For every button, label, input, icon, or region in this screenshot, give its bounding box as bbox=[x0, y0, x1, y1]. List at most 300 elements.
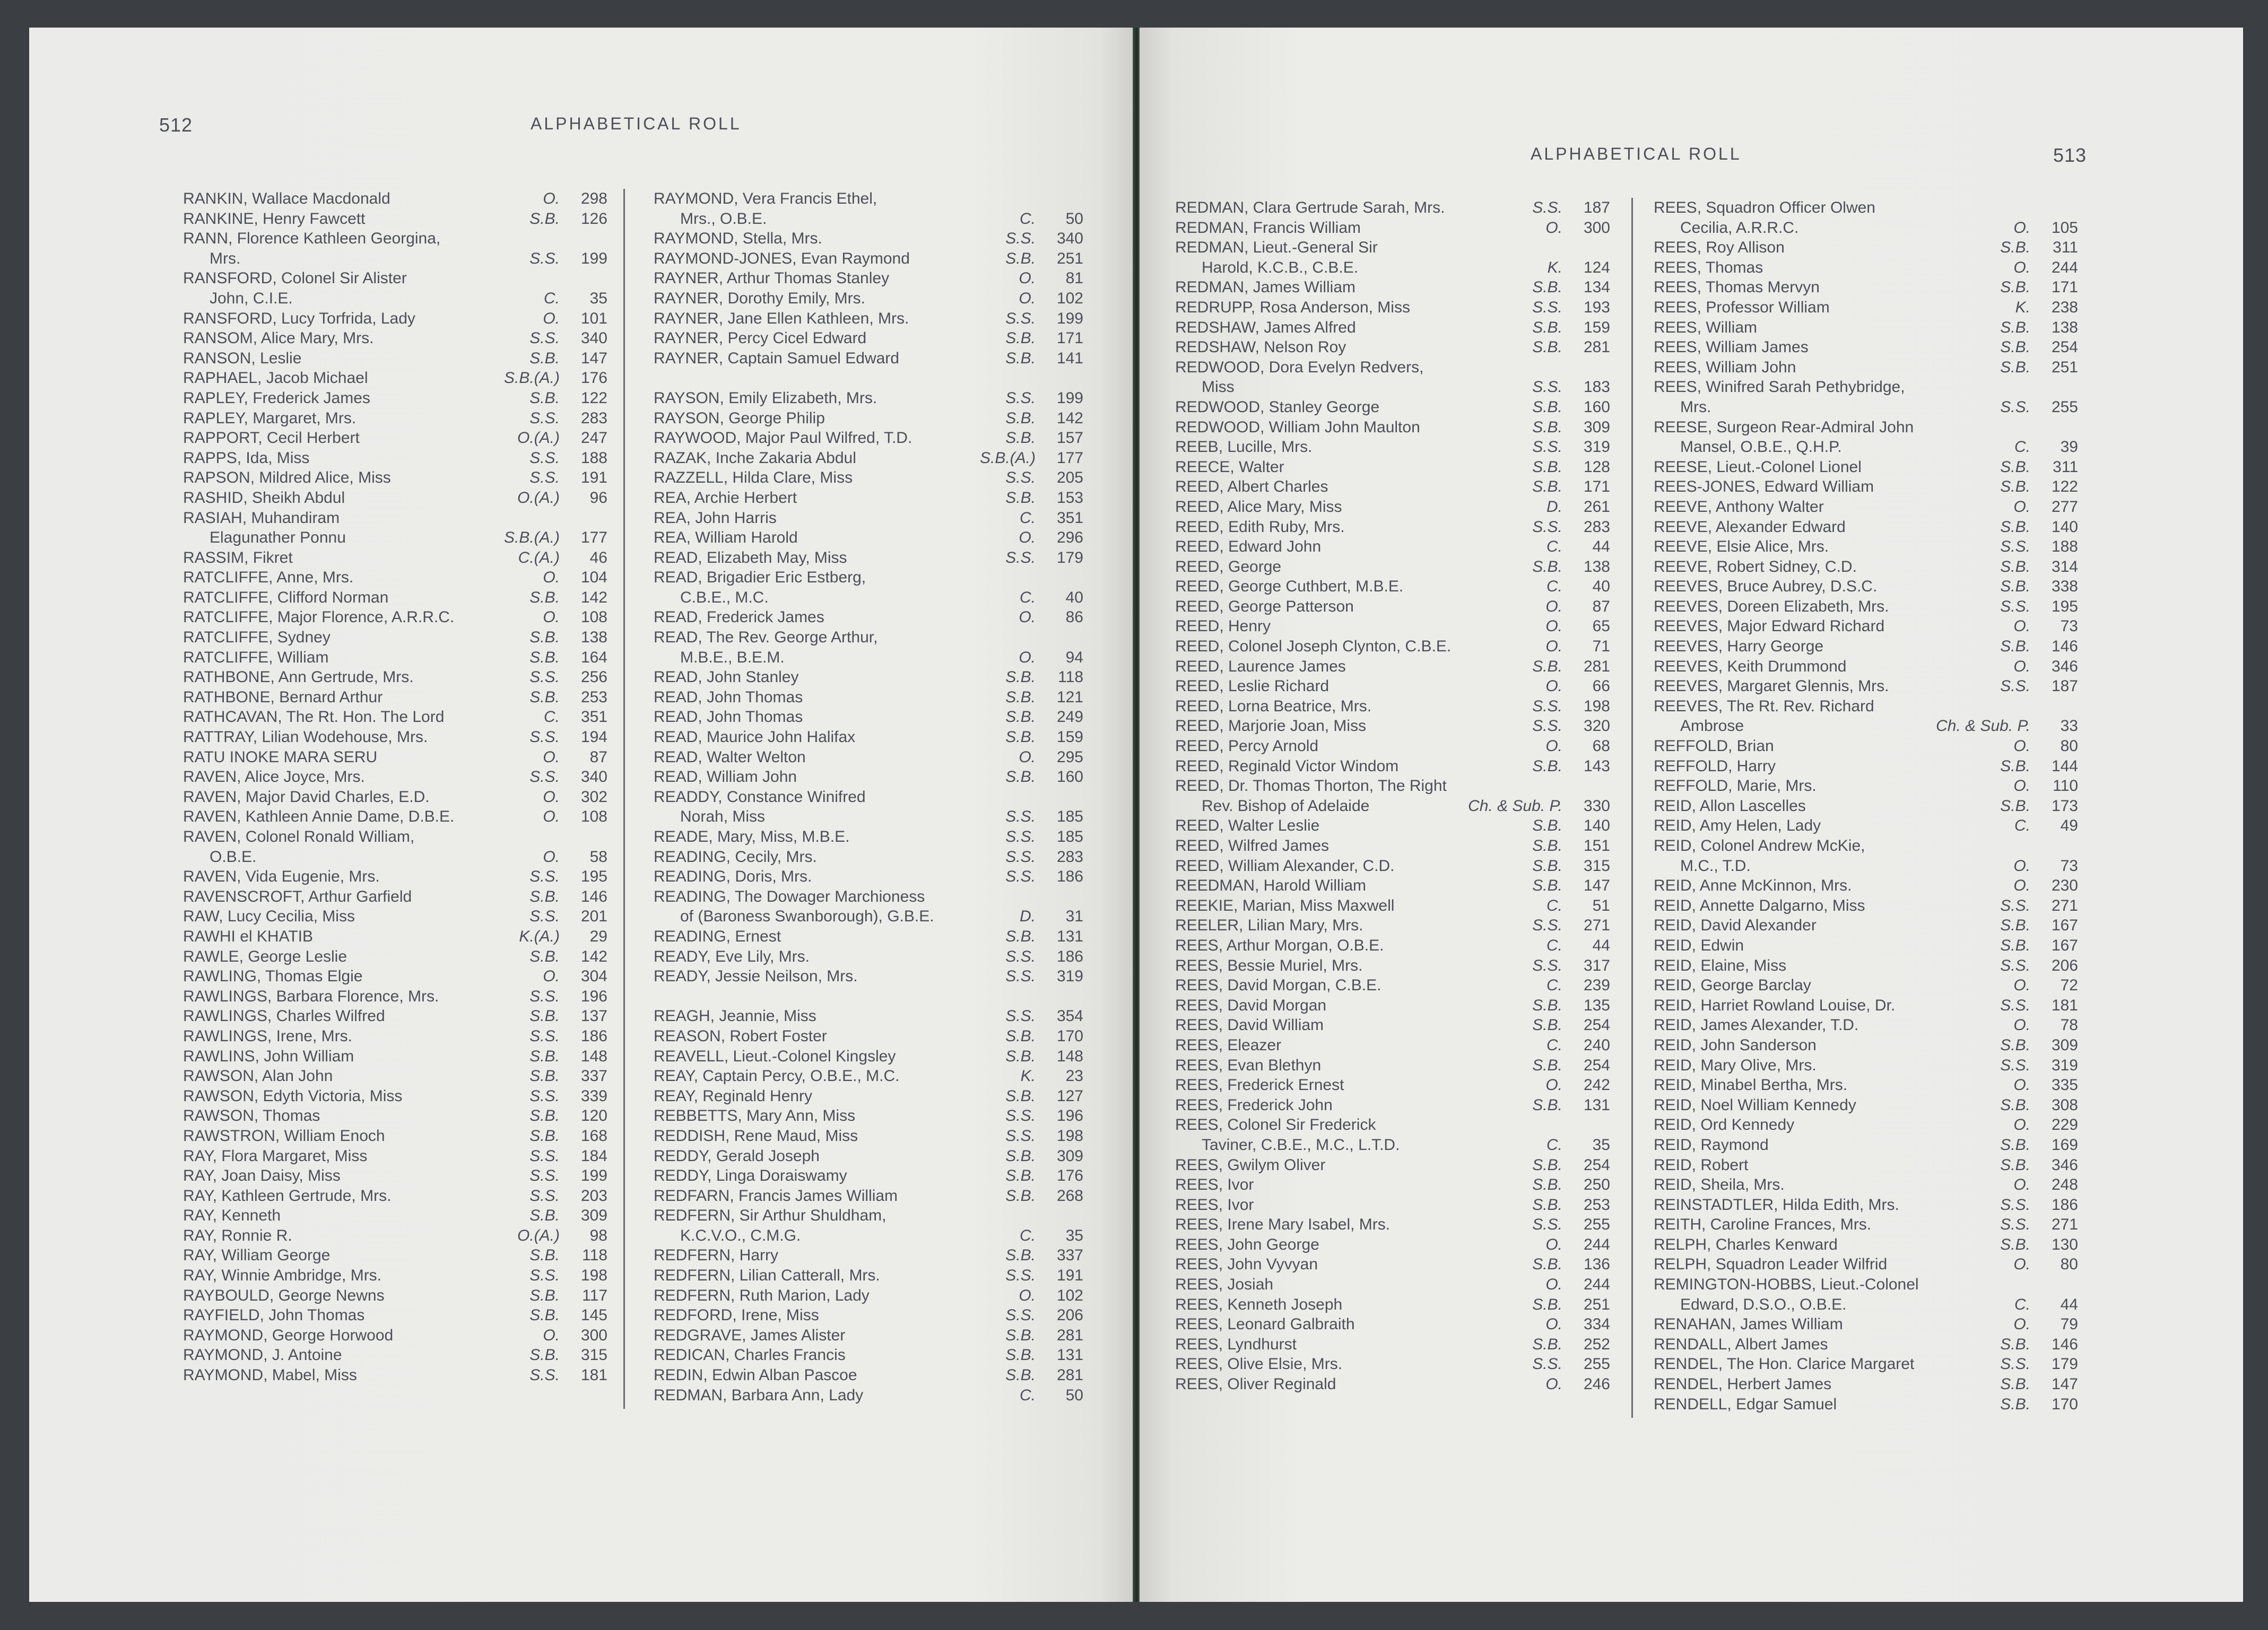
entry-page-ref: 283 bbox=[1583, 518, 1610, 536]
entry-rank: S.B. bbox=[2000, 578, 2030, 596]
roll-entry bbox=[183, 1166, 607, 1186]
entry-page-ref: 302 bbox=[580, 788, 607, 806]
roll-entry bbox=[1654, 1254, 2078, 1275]
entry-name: REDDY, Gerald Joseph bbox=[654, 1147, 820, 1165]
entry-rank: S.B. bbox=[529, 887, 560, 905]
entry-rank: O. bbox=[2013, 1315, 2030, 1333]
entry-page-ref: 242 bbox=[1583, 1076, 1610, 1094]
entry-name: REDFARN, Francis James William bbox=[654, 1187, 898, 1205]
entry-page-ref: 254 bbox=[2051, 338, 2078, 356]
roll-entry bbox=[654, 1086, 1083, 1106]
entry-name: RATHBONE, Bernard Arthur bbox=[183, 688, 383, 706]
entry-rank: S.B. bbox=[529, 1107, 560, 1125]
entry-rank: S.B. bbox=[1532, 1056, 1562, 1074]
entry-rank: K. bbox=[2015, 298, 2030, 316]
roll-entry bbox=[1654, 1135, 2078, 1155]
entry-rank: S.B. bbox=[1005, 1147, 1036, 1165]
entry-name: REED, Reginald Victor Windom bbox=[1175, 757, 1399, 775]
entry-name: REDMAN, Lieut.-General Sir bbox=[1175, 239, 1378, 257]
entry-page-ref: 136 bbox=[1583, 1256, 1610, 1274]
roll-entry bbox=[183, 747, 607, 768]
entry-name-continuation: Mrs. bbox=[1680, 398, 1711, 416]
entry-name-continuation: M.B.E., B.E.M. bbox=[680, 648, 785, 666]
entry-rank: S.B. bbox=[2000, 1235, 2030, 1253]
entry-rank: S.S. bbox=[529, 987, 560, 1005]
entry-rank: S.B. bbox=[2000, 1335, 2030, 1353]
entry-page-ref: 94 bbox=[1065, 648, 1083, 666]
entry-name: REID, Sheila, Mrs. bbox=[1654, 1176, 1785, 1194]
entry-page-ref: 346 bbox=[2051, 1156, 2078, 1174]
entry-rank: O. bbox=[1545, 638, 1562, 656]
roll-entry bbox=[183, 1086, 607, 1106]
entry-rank: C. bbox=[1546, 1136, 1562, 1154]
entry-page-ref: 181 bbox=[580, 1366, 607, 1384]
entry-name: READ, Elizabeth May, Miss bbox=[654, 548, 847, 566]
entry-page-ref: 159 bbox=[1056, 728, 1083, 746]
entry-name: RAYWOOD, Major Paul Wilfred, T.D. bbox=[654, 429, 913, 447]
entry-rank: C. bbox=[1020, 509, 1036, 527]
roll-entry bbox=[1175, 298, 1610, 318]
entry-rank: C. bbox=[1020, 588, 1036, 606]
entry-rank: S.B. bbox=[529, 1306, 560, 1324]
entry-page-ref: 195 bbox=[2051, 597, 2078, 615]
entry-page-ref: 186 bbox=[2051, 1196, 2078, 1214]
entry-name: REES, Professor William bbox=[1654, 298, 1830, 316]
entry-name: RENDEL, Herbert James bbox=[1654, 1375, 1832, 1393]
entry-name: RAVEN, Kathleen Annie Dame, D.B.E. bbox=[183, 808, 455, 826]
roll-entry bbox=[1654, 477, 2078, 497]
entry-name: REES, Evan Blethyn bbox=[1175, 1056, 1322, 1074]
entry-page-ref: 68 bbox=[1592, 737, 1610, 755]
entry-page-ref: 124 bbox=[1583, 258, 1610, 276]
entry-rank: S.B. bbox=[1532, 657, 1562, 675]
entry-rank: S.S. bbox=[1005, 309, 1036, 327]
entry-name: RAWSON, Alan John bbox=[183, 1067, 333, 1085]
entry-rank: O. bbox=[1545, 1076, 1562, 1094]
entry-page-ref: 50 bbox=[1065, 1386, 1083, 1404]
entry-name: RAWSON, Edyth Victoria, Miss bbox=[183, 1087, 403, 1105]
entry-name: REES, Thomas bbox=[1654, 258, 1763, 276]
entry-rank: S.S. bbox=[2000, 677, 2030, 695]
entry-name: RATCLIFFE, Sydney bbox=[183, 629, 331, 647]
entry-name: REAVELL, Lieut.-Colonel Kingsley bbox=[654, 1047, 896, 1065]
entry-page-ref: 247 bbox=[580, 429, 607, 447]
entry-rank: O. bbox=[543, 569, 560, 587]
entry-page-ref: 277 bbox=[2051, 498, 2078, 516]
roll-entry bbox=[1175, 1155, 1610, 1175]
entry-page-ref: 118 bbox=[1058, 668, 1083, 686]
entry-page-ref: 187 bbox=[1583, 199, 1610, 216]
entry-name: REES, Squadron Officer Olwen bbox=[1654, 199, 1875, 216]
roll-entry bbox=[654, 568, 1083, 607]
roll-entry bbox=[1175, 537, 1610, 557]
entry-page-ref: 187 bbox=[2051, 677, 2078, 695]
entry-page-ref: 351 bbox=[580, 708, 607, 726]
roll-entry bbox=[1654, 956, 2078, 976]
roll-entry bbox=[183, 887, 607, 907]
entry-name: RAWLINGS, Barbara Florence, Mrs. bbox=[183, 987, 439, 1005]
entry-rank: S.B. bbox=[529, 1346, 560, 1364]
roll-entry bbox=[1654, 1235, 2078, 1255]
roll-entry bbox=[654, 289, 1083, 309]
roll-entry bbox=[1175, 936, 1610, 956]
entry-name: RATCLIFFE, Major Florence, A.R.R.C. bbox=[183, 608, 455, 626]
roll-entry bbox=[183, 388, 607, 408]
entry-name: RAWLINGS, Charles Wilfred bbox=[183, 1007, 385, 1025]
left-page-column-1 bbox=[183, 189, 607, 1385]
entry-name: READ, Brigadier Eric Estberg, bbox=[654, 569, 866, 587]
entry-name: REEB, Lucille, Mrs. bbox=[1175, 438, 1313, 456]
entry-page-ref: 141 bbox=[1056, 349, 1083, 367]
entry-name: REES, Thomas Mervyn bbox=[1654, 278, 1820, 297]
entry-page-ref: 244 bbox=[2051, 258, 2078, 276]
roll-entry bbox=[654, 1106, 1083, 1126]
entry-rank: O. bbox=[2013, 258, 2030, 276]
entry-page-ref: 304 bbox=[580, 967, 607, 986]
entry-rank: S.B. bbox=[1005, 708, 1036, 726]
entry-rank: S.B. bbox=[2000, 318, 2030, 336]
entry-name: RAYMOND, Vera Francis Ethel, bbox=[654, 190, 877, 207]
entry-page-ref: 300 bbox=[580, 1326, 607, 1344]
roll-entry bbox=[1654, 258, 2078, 278]
entry-rank: S.B. bbox=[2000, 936, 2030, 954]
entry-rank: S.B. bbox=[1005, 1047, 1036, 1065]
entry-page-ref: 80 bbox=[2060, 1256, 2078, 1274]
entry-name: RAY, Flora Margaret, Miss bbox=[183, 1147, 368, 1165]
roll-entry bbox=[1654, 1335, 2078, 1355]
entry-name: REAGH, Jeannie, Miss bbox=[654, 1007, 816, 1025]
roll-entry bbox=[1654, 1314, 2078, 1335]
entry-page-ref: 254 bbox=[1583, 1156, 1610, 1174]
roll-entry bbox=[1654, 417, 2078, 457]
entry-rank: S.S. bbox=[2000, 956, 2030, 974]
entry-rank: S.B. bbox=[1532, 1295, 1562, 1313]
roll-entry bbox=[654, 468, 1083, 488]
entry-page-ref: 39 bbox=[2060, 438, 2078, 456]
entry-rank: S.S. bbox=[529, 409, 560, 427]
entry-rank: S.B. bbox=[1005, 1187, 1036, 1205]
entry-rank: S.B. bbox=[1532, 817, 1562, 835]
entry-page-ref: 148 bbox=[580, 1047, 607, 1065]
entry-rank: S.S. bbox=[2000, 1355, 2030, 1373]
entry-rank: O. bbox=[2013, 219, 2030, 237]
entry-name: RAPSON, Mildred Alice, Miss bbox=[183, 469, 391, 487]
entry-rank: O. bbox=[543, 967, 560, 986]
entry-rank: S.S. bbox=[529, 469, 560, 487]
entry-page-ref: 131 bbox=[1056, 1346, 1083, 1364]
entry-rank: S.B. bbox=[529, 648, 560, 666]
entry-rank: S.S. bbox=[2000, 1056, 2030, 1074]
entry-page-ref: 134 bbox=[1583, 278, 1610, 297]
entry-page-ref: 244 bbox=[1583, 1276, 1610, 1294]
entry-page-ref: 173 bbox=[2051, 797, 2078, 815]
entry-name: REDWOOD, Stanley George bbox=[1175, 398, 1380, 416]
entry-rank: S.S. bbox=[529, 768, 560, 786]
roll-entry bbox=[183, 1226, 607, 1246]
entry-name: RAYNER, Percy Cicel Edward bbox=[654, 329, 867, 347]
entry-name: READ, Walter Welton bbox=[654, 748, 806, 766]
roll-entry bbox=[1175, 358, 1610, 397]
entry-name: REDRUPP, Rosa Anderson, Miss bbox=[1175, 298, 1410, 316]
entry-name-continuation: Ambrose bbox=[1680, 717, 1744, 735]
entry-page-ref: 311 bbox=[2053, 239, 2078, 257]
roll-entry bbox=[1175, 517, 1610, 537]
entry-name: REEVES, Margaret Glennis, Mrs. bbox=[1654, 677, 1889, 695]
roll-entry bbox=[183, 966, 607, 987]
entry-name: REID, Noel William Kennedy bbox=[1654, 1096, 1856, 1114]
entry-rank: S.B. bbox=[1532, 418, 1562, 436]
roll-entry bbox=[1654, 876, 2078, 896]
entry-page-ref: 171 bbox=[1583, 478, 1610, 496]
entry-rank: S.S. bbox=[2000, 538, 2030, 556]
roll-entry bbox=[183, 488, 607, 508]
entry-rank: S.B. bbox=[1005, 927, 1036, 945]
roll-entry bbox=[1175, 318, 1610, 338]
entry-name: RATHCAVAN, The Rt. Hon. The Lord bbox=[183, 708, 445, 726]
entry-rank: S.S. bbox=[1005, 1267, 1036, 1285]
entry-page-ref: 281 bbox=[1056, 1326, 1083, 1344]
entry-rank: S.B. bbox=[2000, 338, 2030, 356]
entry-page-ref: 354 bbox=[1056, 1007, 1083, 1025]
roll-entry bbox=[183, 508, 607, 548]
roll-entry bbox=[1175, 716, 1610, 736]
entry-name: REA, Archie Herbert bbox=[654, 489, 797, 507]
roll-entry bbox=[183, 209, 607, 229]
entry-rank: S.B. bbox=[529, 1067, 560, 1085]
entry-page-ref: 246 bbox=[1583, 1375, 1610, 1393]
entry-name: REED, Leslie Richard bbox=[1175, 677, 1329, 695]
entry-page-ref: 240 bbox=[1583, 1036, 1610, 1054]
entry-page-ref: 117 bbox=[582, 1286, 607, 1304]
roll-entry bbox=[1175, 577, 1610, 597]
entry-rank: O. bbox=[1545, 1375, 1562, 1393]
entry-rank: C. bbox=[1020, 1226, 1036, 1244]
roll-entry bbox=[183, 408, 607, 429]
roll-entry bbox=[1175, 1335, 1610, 1355]
roll-entry bbox=[183, 568, 607, 588]
entry-page-ref: 140 bbox=[1583, 817, 1610, 835]
entry-name: RENDEL, The Hon. Clarice Margaret bbox=[1654, 1355, 1915, 1373]
entry-page-ref: 153 bbox=[1056, 489, 1083, 507]
entry-rank: C. bbox=[1546, 538, 1562, 556]
roll-entry bbox=[183, 827, 607, 867]
entry-rank: C. bbox=[2014, 817, 2030, 835]
entry-rank: S.S. bbox=[1532, 917, 1562, 935]
entry-name-continuation: Norah, Miss bbox=[680, 808, 766, 826]
entry-page-ref: 244 bbox=[1583, 1235, 1610, 1253]
roll-entry bbox=[1654, 577, 2078, 597]
entry-name: REES, Olive Elsie, Mrs. bbox=[1175, 1355, 1343, 1373]
entry-page-ref: 35 bbox=[589, 289, 607, 307]
entry-page-ref: 314 bbox=[2051, 557, 2078, 576]
roll-entry bbox=[183, 1206, 607, 1226]
roll-entry bbox=[1175, 956, 1610, 976]
entry-rank: O.(A.) bbox=[517, 489, 560, 507]
entry-page-ref: 206 bbox=[1056, 1306, 1083, 1324]
entry-page-ref: 188 bbox=[2051, 538, 2078, 556]
roll-entry bbox=[183, 1186, 607, 1206]
roll-entry bbox=[654, 408, 1083, 429]
entry-page-ref: 46 bbox=[589, 548, 607, 566]
entry-rank: C. bbox=[544, 708, 560, 726]
entry-name-continuation: C.B.E., M.C. bbox=[680, 588, 769, 606]
entry-name: REES, David Morgan bbox=[1175, 996, 1327, 1014]
entry-rank: S.B. bbox=[1532, 1096, 1562, 1114]
entry-page-ref: 171 bbox=[1056, 329, 1083, 347]
roll-entry bbox=[654, 1245, 1083, 1266]
entry-page-ref: 198 bbox=[1583, 697, 1610, 715]
entry-rank: S.B. bbox=[1005, 768, 1036, 786]
entry-name: RENDELL, Edgar Samuel bbox=[1654, 1395, 1837, 1413]
entry-name: REECE, Walter bbox=[1175, 458, 1284, 476]
entry-page-ref: 181 bbox=[2051, 996, 2078, 1014]
entry-page-ref: 330 bbox=[1583, 797, 1610, 815]
roll-entry bbox=[1654, 457, 2078, 477]
entry-rank: S.B. bbox=[529, 1286, 560, 1304]
roll-entry bbox=[1654, 1195, 2078, 1215]
entry-name: RANSFORD, Lucy Torfrida, Lady bbox=[183, 309, 415, 327]
entry-page-ref: 188 bbox=[580, 449, 607, 467]
roll-entry bbox=[1175, 218, 1610, 238]
entry-page-ref: 253 bbox=[580, 688, 607, 706]
entry-name: RAWHI el KHATIB bbox=[183, 927, 314, 945]
roll-entry bbox=[1175, 657, 1610, 677]
entry-page-ref: 128 bbox=[1583, 458, 1610, 476]
entry-rank: S.B. bbox=[1532, 478, 1562, 496]
roll-entry bbox=[654, 229, 1083, 249]
entry-rank: S.S. bbox=[2000, 1196, 2030, 1214]
entry-rank: S.S. bbox=[1532, 378, 1562, 396]
entry-rank: O. bbox=[2013, 1256, 2030, 1274]
entry-rank: S.S. bbox=[1005, 848, 1036, 866]
entry-name: REAY, Captain Percy, O.B.E., M.C. bbox=[654, 1067, 900, 1085]
roll-entry bbox=[654, 268, 1083, 289]
entry-rank: S.B. bbox=[2000, 458, 2030, 476]
entry-page-ref: 250 bbox=[1583, 1176, 1610, 1194]
entry-page-ref: 194 bbox=[580, 728, 607, 746]
roll-entry bbox=[654, 249, 1083, 269]
entry-rank: S.B. bbox=[1005, 429, 1036, 447]
entry-rank: S.B. bbox=[1532, 877, 1562, 895]
right-page-column-1 bbox=[1175, 198, 1610, 1394]
entry-name: READ, John Thomas bbox=[654, 708, 803, 726]
entry-rank: C. bbox=[1546, 936, 1562, 954]
roll-entry bbox=[1175, 557, 1610, 577]
entry-name: REED, Marjorie Joan, Miss bbox=[1175, 717, 1367, 735]
entry-rank: O. bbox=[2013, 1076, 2030, 1094]
entry-rank: S.B. bbox=[1005, 349, 1036, 367]
entry-name: REAY, Reginald Henry bbox=[654, 1087, 813, 1105]
roll-entry bbox=[1654, 616, 2078, 637]
entry-name: REDFERN, Ruth Marion, Lady bbox=[654, 1286, 870, 1304]
entry-rank: O. bbox=[1545, 597, 1562, 615]
roll-entry bbox=[1654, 696, 2078, 736]
entry-page-ref: 122 bbox=[580, 389, 607, 407]
roll-entry bbox=[1175, 198, 1610, 218]
entry-rank: S.S. bbox=[1005, 1127, 1036, 1145]
entry-name: REDFORD, Irene, Miss bbox=[654, 1306, 819, 1324]
entry-page-ref: 130 bbox=[2051, 1235, 2078, 1253]
entry-page-ref: 317 bbox=[1583, 956, 1610, 974]
entry-name: RAVENSCROFT, Arthur Garfield bbox=[183, 887, 412, 905]
roll-entry bbox=[183, 468, 607, 488]
entry-rank: S.B. bbox=[1005, 668, 1036, 686]
entry-name: RAYBOULD, George Newns bbox=[183, 1286, 385, 1304]
entry-name: REES, Kenneth Joseph bbox=[1175, 1295, 1343, 1313]
entry-name: REEVES, The Rt. Rev. Richard bbox=[1654, 697, 1874, 715]
entry-rank: O. bbox=[2013, 498, 2030, 516]
entry-rank: S.S. bbox=[1532, 956, 1562, 974]
roll-entry bbox=[1175, 916, 1610, 936]
roll-entry bbox=[1654, 1095, 2078, 1115]
entry-rank: O. bbox=[1545, 737, 1562, 755]
roll-entry bbox=[654, 867, 1083, 887]
entry-page-ref: 58 bbox=[589, 848, 607, 866]
entry-name: REES, Eleazer bbox=[1175, 1036, 1282, 1054]
entry-name: REID, David Alexander bbox=[1654, 917, 1817, 935]
entry-rank: S.B. bbox=[1532, 1196, 1562, 1214]
entry-page-ref: 309 bbox=[2051, 1036, 2078, 1054]
entry-name: REED, Albert Charles bbox=[1175, 478, 1328, 496]
roll-entry bbox=[1654, 298, 2078, 318]
roll-entry bbox=[654, 966, 1083, 987]
roll-entry bbox=[654, 1006, 1083, 1026]
entry-name: REID, George Barclay bbox=[1654, 977, 1811, 995]
entry-rank: S.B. bbox=[1532, 837, 1562, 855]
roll-entry bbox=[183, 588, 607, 608]
entry-page-ref: 71 bbox=[1592, 638, 1610, 656]
entry-rank: S.B. bbox=[529, 1207, 560, 1225]
roll-entry bbox=[1175, 1235, 1610, 1255]
entry-page-ref: 253 bbox=[1583, 1196, 1610, 1214]
entry-rank: C. bbox=[1546, 977, 1562, 995]
entry-name: REITH, Caroline Frances, Mrs. bbox=[1654, 1216, 1872, 1234]
entry-page-ref: 205 bbox=[1056, 469, 1083, 487]
entry-name: REES-JONES, Edward William bbox=[1654, 478, 1874, 496]
roll-entry bbox=[654, 1365, 1083, 1385]
right-page-column-2 bbox=[1654, 198, 2078, 1414]
entry-name: REES, Frederick John bbox=[1175, 1096, 1333, 1114]
entry-rank: S.B. bbox=[1005, 409, 1036, 427]
entry-name: RAY, Kathleen Gertrude, Mrs. bbox=[183, 1187, 392, 1205]
entry-name: REDFERN, Sir Arthur Shuldham, bbox=[654, 1207, 887, 1225]
left-column-divider bbox=[623, 189, 625, 1409]
entry-name-continuation: Miss bbox=[1202, 378, 1235, 396]
entry-rank: S.B.(A.) bbox=[503, 369, 560, 387]
roll-entry bbox=[1175, 1056, 1610, 1076]
roll-entry bbox=[1654, 1056, 2078, 1076]
roll-entry bbox=[183, 1286, 607, 1306]
entry-page-ref: 249 bbox=[1056, 708, 1083, 726]
entry-name: RAWLINS, John William bbox=[183, 1047, 354, 1065]
roll-entry bbox=[1175, 1115, 1610, 1155]
entry-rank: C.(A.) bbox=[518, 548, 560, 566]
entry-rank: S.S. bbox=[529, 1267, 560, 1285]
roll-entry bbox=[183, 1146, 607, 1166]
entry-page-ref: 176 bbox=[1056, 1167, 1083, 1185]
roll-entry bbox=[1654, 277, 2078, 298]
entry-page-ref: 40 bbox=[1065, 588, 1083, 606]
entry-rank: O. bbox=[543, 808, 560, 826]
entry-name: RAYSON, George Philip bbox=[654, 409, 825, 427]
entry-name: RAPLEY, Margaret, Mrs. bbox=[183, 409, 357, 427]
entry-rank: S.B. bbox=[529, 947, 560, 965]
entry-page-ref: 283 bbox=[1056, 848, 1083, 866]
roll-entry bbox=[183, 807, 607, 827]
entry-page-ref: 81 bbox=[1065, 269, 1083, 287]
entry-name-continuation: K.C.V.O., C.M.G. bbox=[680, 1226, 801, 1244]
entry-page-ref: 255 bbox=[1583, 1355, 1610, 1373]
